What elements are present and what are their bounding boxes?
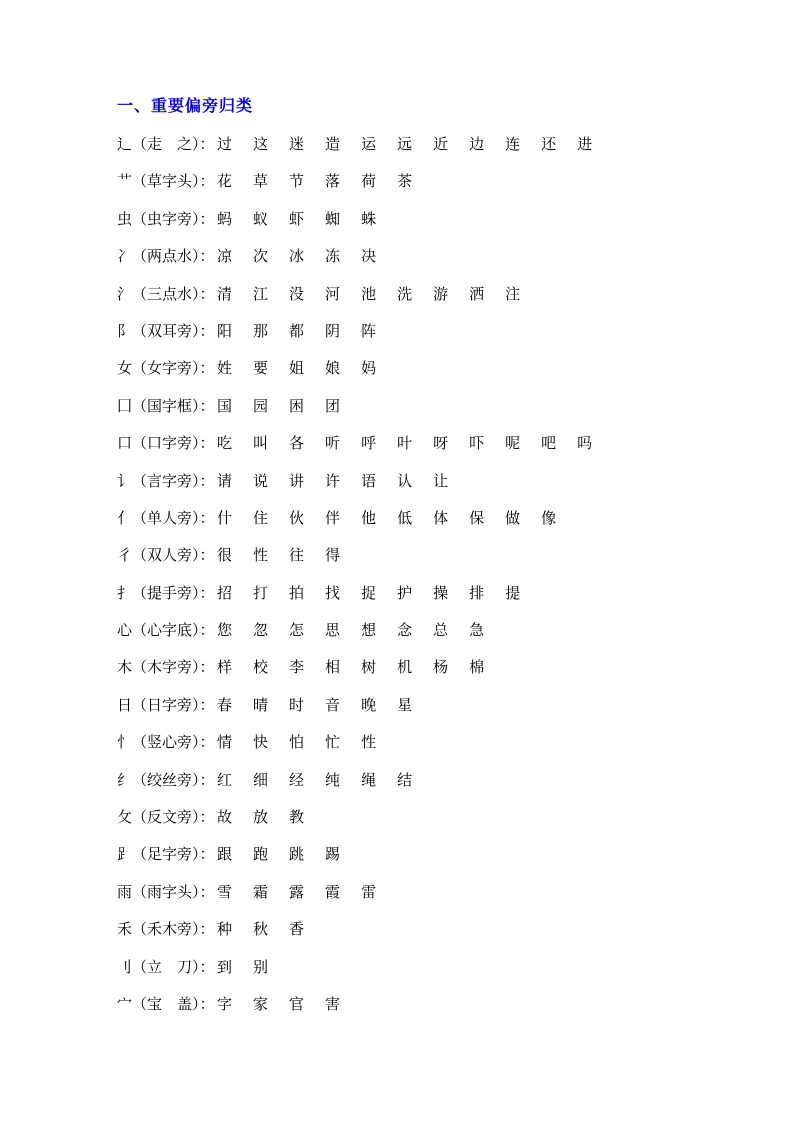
radical-row: [117, 837, 754, 874]
example-char: 这: [253, 137, 269, 153]
example-char: 都: [289, 323, 305, 340]
example-char: 性: [361, 735, 377, 752]
example-char: 晚: [361, 697, 377, 714]
page-title: 一、重要偏旁归类: [117, 98, 254, 115]
radical-prefix: [117, 164, 217, 201]
radical-glyph: 讠: [117, 473, 133, 490]
radical-prefix: [117, 501, 217, 538]
example-char: 霜: [253, 884, 269, 901]
example-char: 雪: [217, 884, 233, 901]
example-char: 快: [253, 735, 269, 752]
radical-label: （双耳旁）：: [132, 323, 215, 340]
example-list: [217, 987, 340, 1024]
example-char: 跟: [217, 847, 233, 864]
radical-prefix: [117, 763, 217, 800]
example-char: 护: [397, 585, 413, 602]
radical-prefix: [117, 613, 217, 650]
example-char: 蜘: [325, 211, 341, 228]
radical-prefix: [117, 576, 217, 613]
radical-prefix: [117, 725, 217, 762]
example-char: 得: [325, 548, 341, 565]
example-list: [217, 464, 448, 501]
radical-row: [117, 763, 754, 800]
example-list: [217, 763, 412, 800]
radical-label: （双人旁）：: [132, 548, 215, 565]
radical-label: （虫字旁）：: [132, 211, 215, 228]
example-char: 吧: [541, 436, 557, 453]
example-char: 呢: [505, 436, 521, 453]
example-char: 纯: [325, 772, 341, 789]
example-char: 住: [253, 510, 269, 527]
example-char: 忽: [253, 623, 269, 640]
example-list: [217, 875, 376, 912]
example-list: [217, 576, 520, 613]
example-char: 秋: [253, 922, 269, 939]
example-char: 打: [253, 585, 269, 602]
example-char: 决: [361, 249, 377, 266]
example-list: [217, 613, 484, 650]
example-list: [217, 202, 376, 239]
radical-row: [117, 277, 754, 314]
example-char: 性: [253, 548, 269, 565]
radical-glyph: 扌: [117, 585, 133, 602]
radical-prefix: [117, 277, 217, 314]
example-char: 想: [361, 623, 377, 640]
example-char: 语: [361, 473, 377, 490]
example-char: 官: [289, 996, 305, 1013]
radical-glyph: 氵: [117, 286, 133, 303]
example-char: 春: [217, 697, 233, 714]
radical-prefix: [117, 538, 217, 575]
example-char: 绳: [361, 772, 377, 789]
example-char: 低: [397, 510, 413, 527]
example-char: 种: [217, 922, 233, 939]
radical-glyph: 女: [117, 361, 133, 378]
example-char: 进: [577, 137, 593, 153]
example-char: 细: [253, 772, 269, 789]
example-char: 机: [397, 660, 413, 677]
radical-glyph: 雨: [117, 884, 133, 901]
example-char: 露: [289, 884, 305, 901]
radical-glyph: 囗: [117, 398, 133, 415]
example-char: 到: [217, 959, 233, 976]
radical-prefix: [117, 239, 217, 276]
example-list: [217, 389, 340, 426]
radical-glyph: 木: [117, 660, 133, 677]
example-char: 故: [217, 810, 233, 827]
radical-label: （单人旁）：: [132, 510, 215, 527]
radical-glyph: 冫: [117, 249, 133, 266]
radical-label: （三点水）：: [132, 286, 215, 303]
example-char: 树: [361, 660, 377, 677]
example-char: 清: [217, 286, 233, 303]
example-char: 造: [325, 137, 341, 153]
example-char: 蚁: [253, 211, 269, 228]
radical-glyph: 虫: [117, 211, 133, 228]
example-list: [217, 538, 340, 575]
example-char: 困: [289, 398, 305, 415]
example-char: 时: [289, 697, 305, 714]
example-char: 各: [289, 436, 305, 453]
radical-glyph: 口: [117, 436, 133, 453]
radical-prefix: [117, 912, 217, 949]
example-list: [217, 426, 592, 463]
example-char: 国: [217, 398, 233, 415]
example-char: 运: [361, 137, 377, 153]
example-char: 棉: [469, 660, 485, 677]
example-char: 节: [289, 174, 305, 191]
example-list: [217, 501, 556, 538]
radical-row: [117, 239, 754, 276]
example-char: 没: [289, 286, 305, 303]
example-char: 提: [505, 585, 521, 602]
example-char: 吃: [217, 436, 233, 453]
example-char: 注: [505, 286, 521, 303]
radical-glyph: 艹: [117, 174, 133, 191]
radical-prefix: [117, 875, 217, 912]
example-char: 怕: [289, 735, 305, 752]
example-char: 吗: [577, 436, 593, 453]
radical-prefix: [117, 389, 217, 426]
radical-label: （言字旁）：: [132, 473, 215, 490]
example-char: 边: [469, 137, 485, 153]
example-char: 结: [397, 772, 413, 789]
example-char: 远: [397, 137, 413, 153]
example-char: 晴: [253, 697, 269, 714]
example-list: [217, 239, 376, 276]
radical-row: [117, 875, 754, 912]
radical-row: [117, 127, 754, 164]
example-char: 妈: [361, 361, 377, 378]
example-char: 别: [253, 959, 269, 976]
example-char: 校: [253, 660, 269, 677]
example-char: 体: [433, 510, 449, 527]
example-char: 思: [325, 623, 341, 640]
example-char: 蚂: [217, 211, 233, 228]
example-char: 杨: [433, 660, 449, 677]
example-char: 经: [289, 772, 305, 789]
example-list: [217, 950, 268, 987]
radical-prefix: [117, 426, 217, 463]
example-list: [217, 800, 304, 837]
example-char: 相: [325, 660, 341, 677]
radical-label: （竖心旁）：: [132, 735, 215, 752]
radical-glyph: 宀: [117, 996, 133, 1013]
example-char: 音: [325, 697, 341, 714]
example-char: 那: [253, 323, 269, 340]
radical-label: （禾木旁）：: [132, 922, 215, 939]
radical-label: （心字底）：: [132, 623, 215, 640]
example-char: 很: [217, 548, 233, 565]
example-char: 字: [217, 996, 233, 1013]
example-char: 星: [397, 697, 413, 714]
example-char: 池: [361, 286, 377, 303]
example-char: 次: [253, 249, 269, 266]
example-char: 招: [217, 585, 233, 602]
example-char: 放: [253, 810, 269, 827]
radical-glyph: 阝: [117, 323, 133, 340]
example-char: 许: [325, 473, 341, 490]
example-char: 迷: [289, 137, 305, 153]
radical-row: [117, 613, 754, 650]
radical-glyph: 心: [117, 623, 133, 640]
example-list: [217, 725, 376, 762]
example-char: 保: [469, 510, 485, 527]
radical-prefix: [117, 650, 217, 687]
radical-row: [117, 538, 754, 575]
example-char: 叶: [397, 436, 413, 453]
radical-row: [117, 912, 754, 949]
radical-prefix: [117, 464, 217, 501]
radical-label: （草字头）：: [132, 174, 215, 191]
radical-prefix: [117, 314, 217, 351]
radical-prefix: [117, 837, 217, 874]
example-char: 荷: [361, 174, 377, 191]
example-char: 说: [253, 473, 269, 490]
example-char: 娘: [325, 361, 341, 378]
example-char: 踢: [325, 847, 341, 864]
radical-label: （国字框）：: [132, 398, 215, 415]
radical-label: （走 之）：: [132, 137, 215, 153]
example-char: 洗: [397, 286, 413, 303]
example-char: 姐: [289, 361, 305, 378]
example-list: [217, 688, 412, 725]
example-char: 他: [361, 510, 377, 527]
example-char: 让: [433, 473, 449, 490]
radical-label: （反文旁）：: [132, 810, 215, 827]
radical-row: [117, 426, 754, 463]
example-char: 姓: [217, 361, 233, 378]
example-char: 急: [469, 623, 485, 640]
radical-row: [117, 501, 754, 538]
example-char: 凉: [217, 249, 233, 266]
radical-row: [117, 464, 754, 501]
example-char: 像: [541, 510, 557, 527]
example-list: [217, 277, 520, 314]
example-char: 蛛: [361, 211, 377, 228]
example-list: [217, 127, 592, 164]
example-char: 听: [325, 436, 341, 453]
radical-row: [117, 389, 754, 426]
radical-row: [117, 351, 754, 388]
example-char: 江: [253, 286, 269, 303]
example-char: 讲: [289, 473, 305, 490]
example-char: 草: [253, 174, 269, 191]
example-char: 总: [433, 623, 449, 640]
example-char: 冻: [325, 249, 341, 266]
example-char: 花: [217, 174, 233, 191]
example-char: 呼: [361, 436, 377, 453]
example-char: 要: [253, 361, 269, 378]
example-char: 拍: [289, 585, 305, 602]
radical-label: （提手旁）：: [132, 585, 215, 602]
radical-prefix: [117, 688, 217, 725]
example-char: 家: [253, 996, 269, 1013]
example-char: 过: [217, 137, 233, 153]
example-char: 团: [325, 398, 341, 415]
radical-label: （两点水）：: [132, 249, 215, 266]
example-char: 还: [541, 137, 557, 153]
example-char: 操: [433, 585, 449, 602]
radical-row: [117, 800, 754, 837]
radical-row: [117, 688, 754, 725]
example-list: [217, 314, 376, 351]
radical-glyph: 忄: [117, 735, 133, 752]
example-char: 往: [289, 548, 305, 565]
radical-prefix: [117, 950, 217, 987]
example-char: 念: [397, 623, 413, 640]
radical-glyph: 刂: [117, 959, 133, 976]
example-char: 忙: [325, 735, 341, 752]
radical-row: [117, 950, 754, 987]
radical-label: （绞丝旁）：: [132, 772, 215, 789]
example-char: 捉: [361, 585, 377, 602]
example-list: [217, 837, 340, 874]
example-char: 呀: [433, 436, 449, 453]
radical-prefix: [117, 351, 217, 388]
example-char: 伴: [325, 510, 341, 527]
radical-row: [117, 650, 754, 687]
example-char: 您: [217, 623, 233, 640]
radical-row: [117, 164, 754, 201]
radical-list: [117, 127, 754, 1024]
radical-glyph: 禾: [117, 922, 133, 939]
example-list: [217, 650, 484, 687]
radical-glyph: 攵: [117, 810, 133, 827]
radical-glyph: 辶: [117, 137, 133, 153]
example-char: 阳: [217, 323, 233, 340]
example-char: 跳: [289, 847, 305, 864]
example-char: 茶: [397, 174, 413, 191]
radical-glyph: 彳: [117, 548, 133, 565]
radical-label: （木字旁）：: [132, 660, 215, 677]
example-char: 李: [289, 660, 305, 677]
example-char: 样: [217, 660, 233, 677]
example-list: [217, 912, 304, 949]
example-char: 虾: [289, 211, 305, 228]
example-char: 排: [469, 585, 485, 602]
radical-glyph: ⻊: [117, 847, 133, 864]
radical-prefix: [117, 800, 217, 837]
example-char: 红: [217, 772, 233, 789]
radical-label: （足字旁）：: [132, 847, 215, 864]
radical-label: （口字旁）：: [132, 436, 215, 453]
radical-row: [117, 202, 754, 239]
example-char: 洒: [469, 286, 485, 303]
example-char: 冰: [289, 249, 305, 266]
example-char: 游: [433, 286, 449, 303]
radical-row: [117, 987, 754, 1024]
example-char: 认: [397, 473, 413, 490]
example-char: 伙: [289, 510, 305, 527]
example-char: 害: [325, 996, 341, 1013]
radical-glyph: 纟: [117, 772, 133, 789]
radical-glyph: 亻: [117, 510, 133, 527]
example-char: 怎: [289, 623, 305, 640]
example-char: 落: [325, 174, 341, 191]
example-char: 河: [325, 286, 341, 303]
radical-prefix: [117, 202, 217, 239]
radical-prefix: [117, 987, 217, 1024]
example-char: 做: [505, 510, 521, 527]
example-char: 情: [217, 735, 233, 752]
example-char: 近: [433, 137, 449, 153]
example-list: [217, 164, 412, 201]
example-char: 阴: [325, 323, 341, 340]
example-char: 什: [217, 510, 233, 527]
radical-row: [117, 725, 754, 762]
example-char: 找: [325, 585, 341, 602]
example-char: 雷: [361, 884, 377, 901]
example-char: 连: [505, 137, 521, 153]
example-list: [217, 351, 376, 388]
radical-row: [117, 576, 754, 613]
radical-label: （宝 盖）：: [132, 996, 215, 1013]
radical-label: （雨字头）：: [132, 884, 215, 901]
example-char: 阵: [361, 323, 377, 340]
example-char: 教: [289, 810, 305, 827]
radical-glyph: 日: [117, 697, 133, 714]
example-char: 吓: [469, 436, 485, 453]
example-char: 叫: [253, 436, 269, 453]
example-char: 跑: [253, 847, 269, 864]
radical-prefix: [117, 127, 217, 164]
example-char: 园: [253, 398, 269, 415]
radical-label: （女字旁）：: [132, 361, 215, 378]
example-char: 香: [289, 922, 305, 939]
radical-label: （立 刀）：: [132, 959, 215, 976]
example-char: 霞: [325, 884, 341, 901]
radical-label: （日字旁）：: [132, 697, 215, 714]
radical-row: [117, 314, 754, 351]
example-char: 请: [217, 473, 233, 490]
